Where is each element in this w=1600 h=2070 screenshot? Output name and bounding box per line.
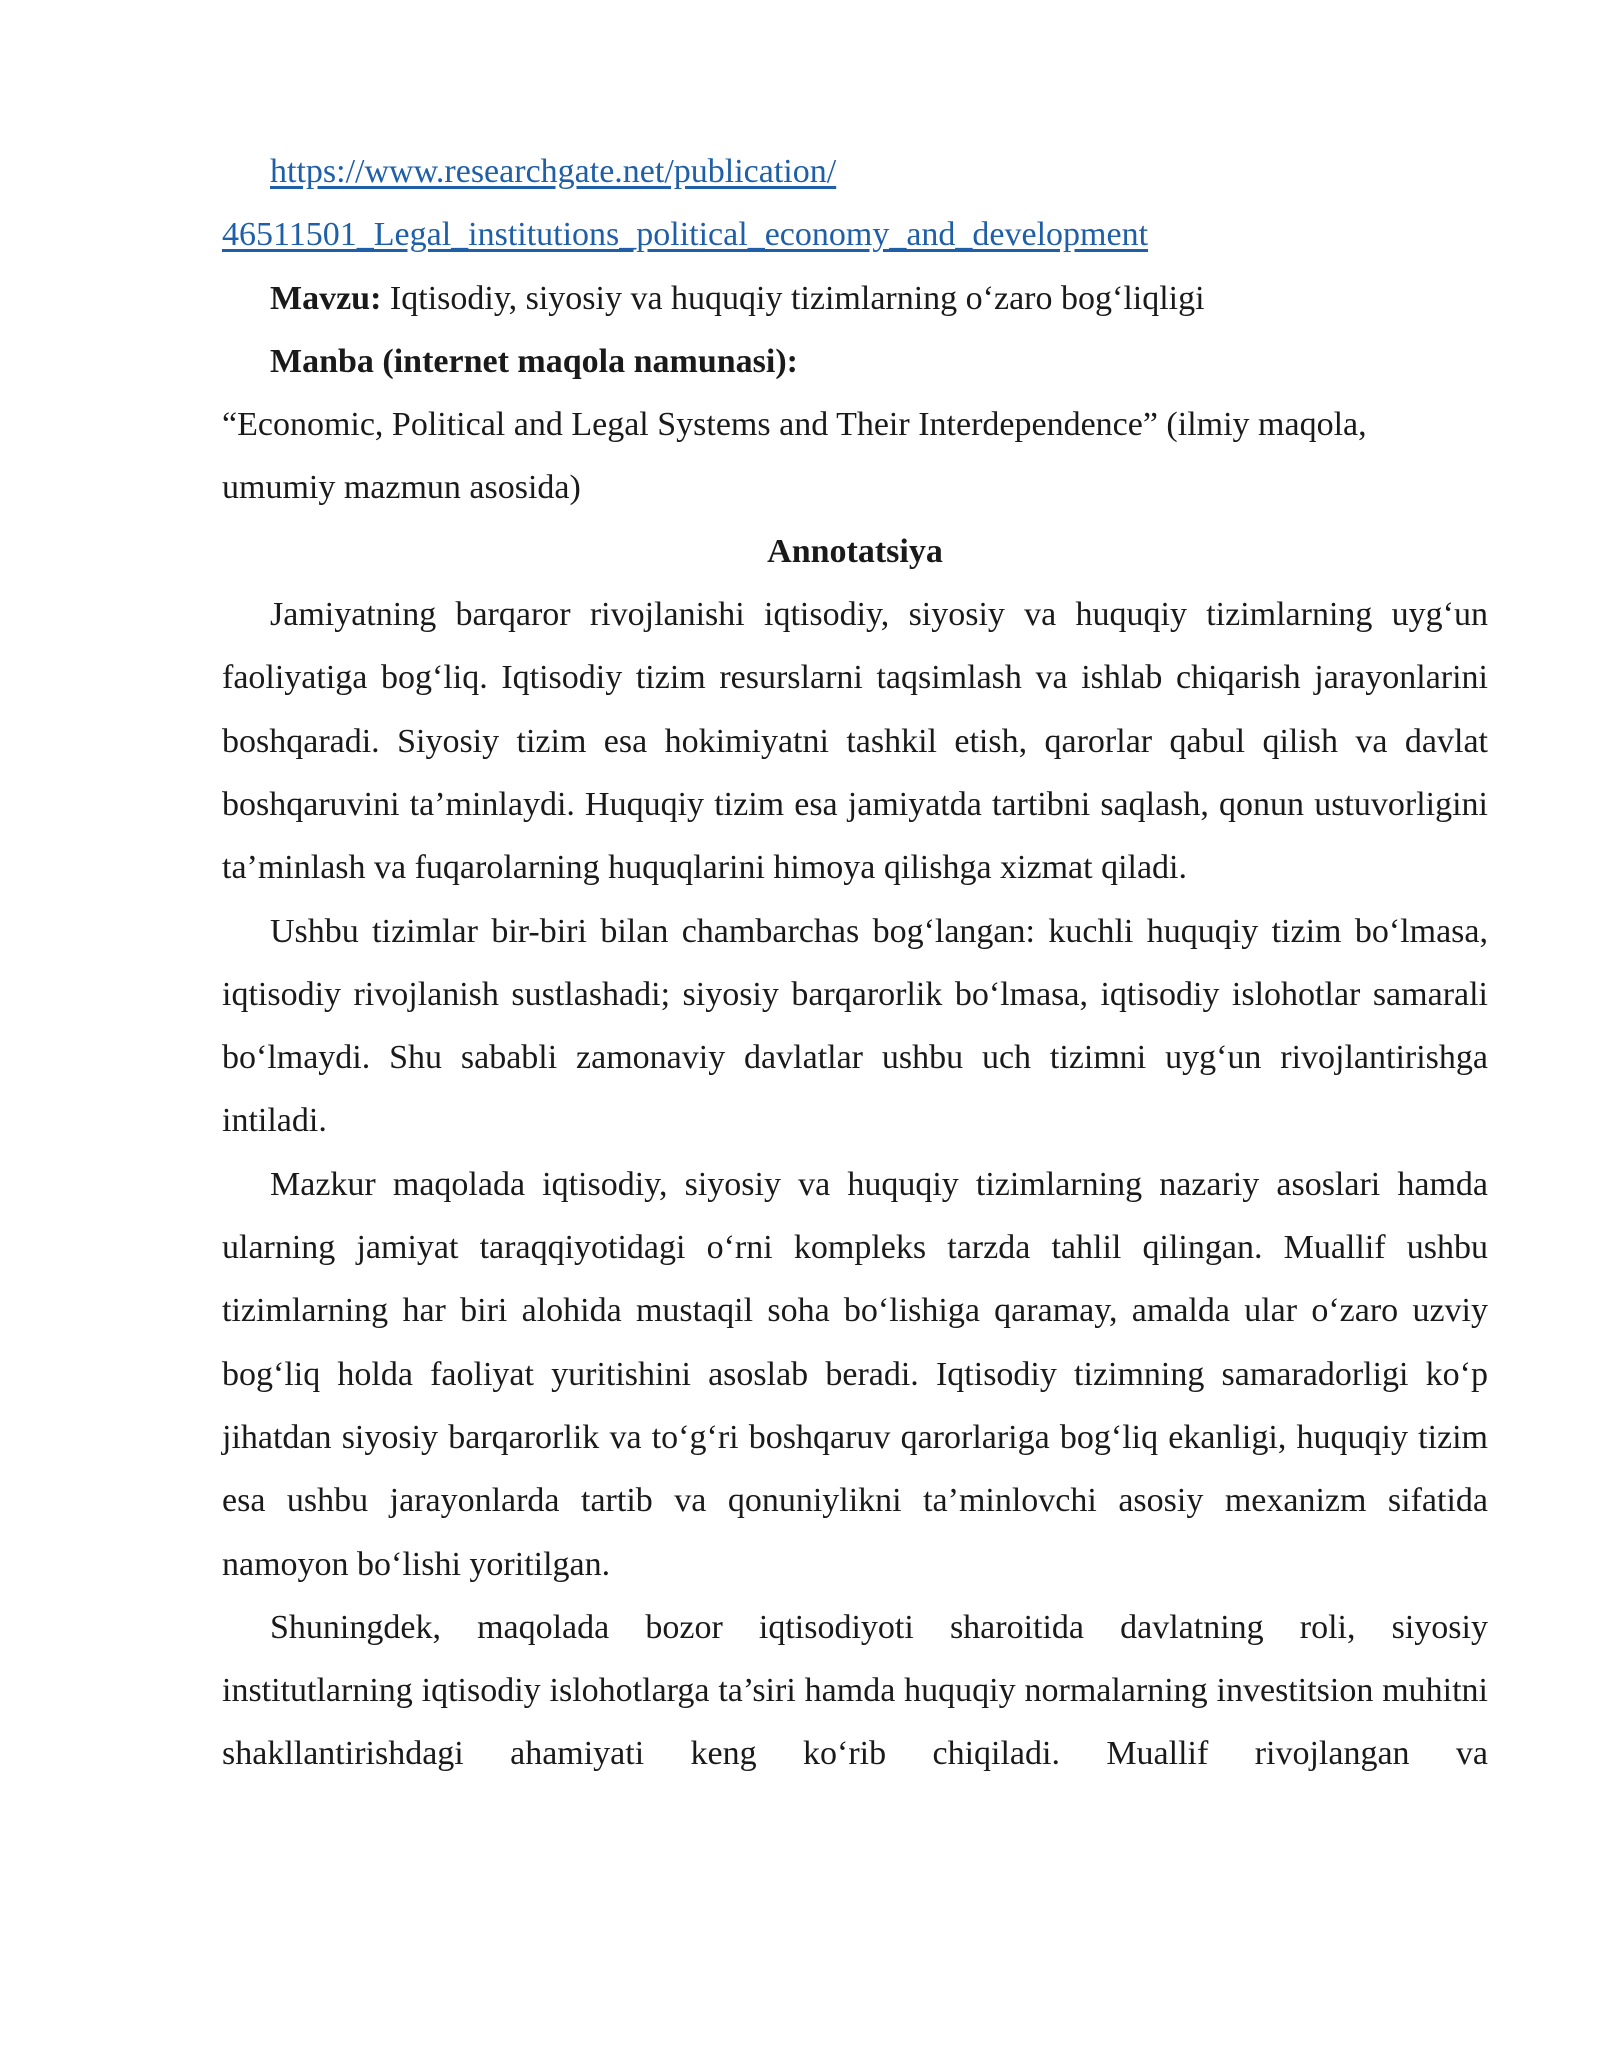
reference-link-line-2 [222,203,1488,266]
annotation-paragraph-2: Ushbu tizimlar bir-biri bilan chambarchas bog‘langan: kuchli huquqiy tizim bo‘lmasa, iqtisodiy rivojlanish sustlashadi; siyosiy barqarorlik bo‘lmasa, iqtisodiy islohotlar samarali bo‘lmaydi. Shu sababli zamonaviy davlatlar ushbu uch tizimni uyg‘un rivojlantirishga intiladi. [222,912,1488,1140]
topic-label: Mavzu: [270,279,382,317]
topic-text: Iqtisodiy, siyosiy va huquqiy tizimlarning o‘zaro bog‘liqligi [389,279,1205,317]
reference-link-part-1[interactable]: https://www.researchgate.net/publication/ [270,153,837,190]
topic-line [222,267,1488,330]
document-page [222,140,1488,1786]
annotation-heading: Annotatsiya [767,532,943,570]
reference-link-part-2[interactable]: 46511501_Legal_institutions_political_economy_and_development [222,216,1149,254]
source-title: “Economic, Political and Legal Systems and Their Interdependence” (ilmiy maqola, umumiy mazmun asosida) [222,406,1367,507]
annotation-paragraph-1: Jamiyatning barqaror rivojlanishi iqtisodiy, siyosiy va huquqiy tizimlarning uyg‘un faoliyatiga bog‘liq. Iqtisodiy tizim resurslarni taqsimlash va ishlab chiqarish jarayonlarini boshqaradi. Siyosiy tizim esa hokimiyatni tashkil etish, qarorlar qabul qilish va davlat boshqaruvini ta’minlaydi. Huquqiy tizim esa jamiyatda tartibni saqlash, qonun ustuvorligini ta’minlash va fuqarolarning huquqlarini himoya qilishga xizmat qiladi. [222,596,1488,887]
annotation-paragraph-4: Shuningdek, maqolada bozor iqtisodiyoti sharoitida davlatning roli, siyosiy institutlarning iqtisodiy islohotlarga ta’siri hamda huquqiy normalarning investitsion muhitni shakllantirishdagi ahamiyati keng ko‘rib chiqiladi. Muallif rivojlangan va [222,1608,1488,1773]
source-label: Manba (internet maqola namunasi): [270,342,798,380]
annotation-paragraph-3: Mazkur maqolada iqtisodiy, siyosiy va huquqiy tizimlarning nazariy asoslari hamda ularning jamiyat taraqqiyotidagi o‘rni kompleks tarzda tahlil qilingan. Muallif ushbu tizimlarning har biri alohida mustaqil soha bo‘lishiga qaramay, amalda ular o‘zaro uzviy bog‘liq holda faoliyat yuritishini asoslab beradi. Iqtisodiy tizimning samaradorligi ko‘p jihatdan siyosiy barqarorlik va to‘g‘ri boshqaruv qarorlariga bog‘liq ekanligi, huquqiy tizim esa ushbu jarayonlarda tartib va qonuniylikni ta’minlovchi asosiy mexanizm sifatida namoyon bo‘lishi yoritilgan. [222,1165,1488,1583]
reference-link-line-1 [222,140,1488,203]
